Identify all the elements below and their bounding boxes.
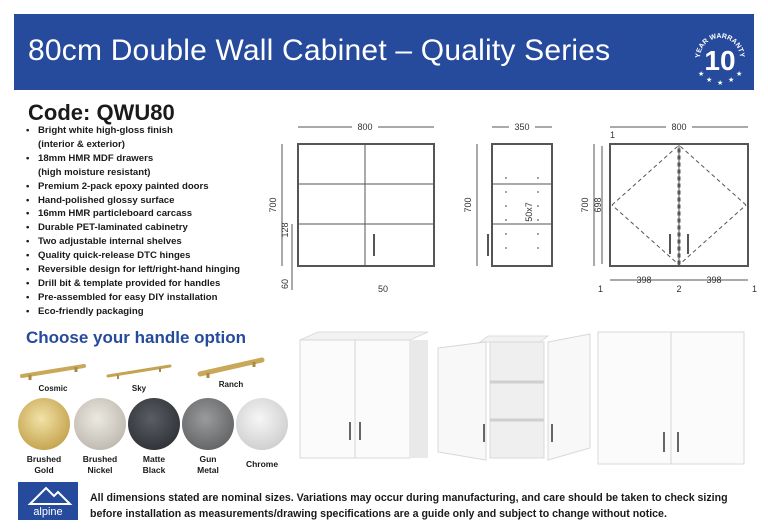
front-height-label: 700: [268, 197, 278, 213]
edge-left-label: 1: [598, 284, 604, 294]
title-banner: [14, 14, 754, 90]
feature-item: • Pre-assembled for easy DIY installation: [26, 291, 276, 305]
ranch-handle-icon[interactable]: [196, 352, 266, 382]
svg-text:★: ★: [698, 71, 705, 78]
finish-label-chrome: Chrome: [245, 459, 279, 469]
feature-item: • Reversible design for left/right-hand hinging: [26, 263, 276, 277]
finish-label-brushed-nickel: Brushed Nickel: [82, 454, 118, 475]
feature-item: • Eco-friendly packaging: [26, 305, 276, 319]
warranty-badge-icon: [686, 14, 754, 90]
page-title: 80cm Double Wall Cabinet – Quality Series: [28, 34, 611, 67]
cosmic-handle-icon[interactable]: [18, 356, 88, 386]
feature-item: • 18mm HMR MDF drawers (high moisture resistant): [26, 152, 276, 180]
handle-heading: Choose your handle option: [26, 328, 247, 347]
handle-label-cosmic: Cosmic: [38, 384, 68, 393]
feature-item: • Bright white high-gloss finish (interior & exterior): [26, 124, 276, 152]
bottom-offset-label: 60: [280, 278, 290, 290]
cabinet-front-photo: [598, 332, 744, 464]
cabinet-closed-photo: [300, 332, 428, 458]
door-gap-label: 2: [676, 284, 682, 294]
handle-label-sky: Sky: [131, 384, 147, 393]
chrome-swatch[interactable]: [236, 398, 288, 450]
warranty-number: 10: [704, 45, 736, 76]
product-photos: [290, 328, 756, 470]
side-height-label: 700: [463, 197, 473, 213]
brushed-nickel-swatch[interactable]: [74, 398, 126, 450]
edge-top-label: 1: [610, 130, 616, 140]
edge-right-label: 1: [752, 284, 758, 294]
logo-text: alpine: [33, 506, 63, 518]
side-depth-label: 350: [514, 122, 530, 132]
door-left-label: 398: [636, 275, 652, 285]
door-right-label: 398: [706, 275, 722, 285]
door-outer-height-label: 700: [580, 197, 590, 213]
svg-text:★: ★: [717, 80, 724, 87]
feature-item: • Quality quick-release DTC hinges: [26, 249, 276, 263]
door-height-label: 698: [593, 197, 603, 213]
finish-label-brushed-gold: Brushed Gold: [26, 454, 62, 475]
finish-label-matte-black: Matte Black: [142, 454, 166, 475]
door-width-label: 800: [671, 122, 687, 132]
matte-black-swatch[interactable]: [128, 398, 180, 450]
feature-item: • 16mm HMR particleboard carcass: [26, 207, 276, 221]
feature-item: • Premium 2-pack epoxy painted doors: [26, 180, 276, 194]
svg-text:★: ★: [728, 77, 735, 84]
front-width-label: 800: [357, 122, 373, 132]
svg-text:★: ★: [736, 71, 743, 78]
warranty-arc-text: YEAR WARRANTY: [694, 32, 746, 59]
gun-metal-swatch[interactable]: [182, 398, 234, 450]
feature-item: • Hand-polished glossy surface: [26, 194, 276, 208]
shelf-gap-label: 128: [280, 222, 290, 238]
svg-text:★: ★: [706, 77, 713, 84]
cabinet-open-photo: [438, 334, 590, 460]
feature-item: • Durable PET-laminated cabinetry: [26, 221, 276, 235]
alpine-logo: [18, 482, 78, 520]
handle-offset-label: 50: [378, 284, 389, 294]
brushed-gold-swatch[interactable]: [18, 398, 70, 450]
handle-label-ranch: Ranch: [218, 380, 244, 389]
mountain-icon: [18, 482, 78, 506]
technical-drawings: [270, 112, 760, 302]
sky-handle-icon[interactable]: [104, 356, 174, 386]
feature-item: • Drill bit & template provided for handles: [26, 277, 276, 291]
finish-label-gun-metal: Gun Metal: [197, 454, 219, 475]
product-code: Code: QWU80: [28, 100, 175, 125]
feature-item: • Two adjustable internal shelves: [26, 235, 276, 249]
side-spacing-label: 50x7: [524, 202, 534, 222]
feature-list: [26, 124, 276, 319]
disclaimer-text: All dimensions stated are nominal sizes. Variations may occur during manufacturing, and care should be taken to check sizing before installation as measurements/drawing specifications are a guide only and subject to change without notice.: [90, 492, 728, 520]
